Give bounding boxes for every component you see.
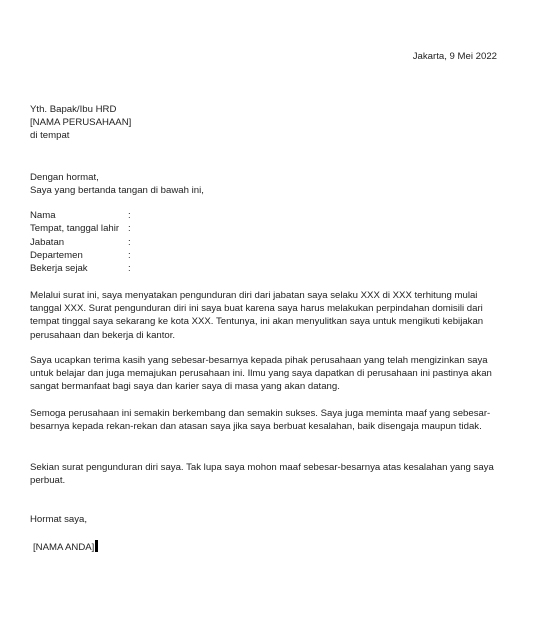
field-label: Bekerja sejak <box>30 263 88 275</box>
recipient-line-3: di tempat <box>30 130 70 142</box>
field-row-bekerja-sejak <box>30 262 505 275</box>
field-colon: : <box>128 263 131 275</box>
paragraph-text: Sekian surat pengunduran diri saya. Tak lupa saya mohon maaf sebesar-besarnya atas kesalahan yang saya perbuat. <box>30 462 494 487</box>
closing <box>30 513 505 526</box>
field-colon: : <box>128 210 131 221</box>
paragraph-1 <box>30 289 508 342</box>
signature[interactable] <box>33 540 508 554</box>
field-colon: : <box>128 249 131 261</box>
paragraph-text: Saya ucapkan terima kasih yang sebesar-besarnya kepada pihak perusahaan yang telah mengizinkan saya untuk belajar dan juga memajukan perusahaan ini. Ilmu yang saya dapatkan di perusahaan ini pastinya akan sangat bermanfaat bagi saya dan karier saya di masa yang akan datang. <box>30 355 492 393</box>
text-cursor <box>95 540 98 552</box>
intro-line: Saya yang bertanda tangan di bawah ini, <box>30 185 204 197</box>
field-label: Tempat, tanggal lahir <box>30 223 120 235</box>
paragraph-2 <box>30 354 508 394</box>
field-colon: : <box>128 223 131 235</box>
field-label: Jabatan <box>30 236 65 248</box>
recipient-line-2: [NAMA PERUSAHAAN] <box>30 117 132 129</box>
greeting: Dengan hormat, <box>30 172 99 183</box>
field-label: Nama <box>30 210 56 221</box>
field-label: Departemen <box>30 249 83 261</box>
paragraph-4 <box>30 461 508 487</box>
identity-fields <box>30 209 505 275</box>
opening-block <box>30 171 505 197</box>
field-row-tempat-tanggal-lahir <box>30 222 505 235</box>
paragraph-text: Semoga perusahaan ini semakin berkembang dan semakin sukses. Saya juga meminta maaf yang sebesar-besarnya kepada rekan-rekan dan atasan saya jika saya berbuat kesalahan, baik disengaja maupun tidak. <box>30 408 491 433</box>
recipient-block <box>30 103 505 143</box>
signature-name[interactable]: [NAMA ANDA] <box>33 542 95 553</box>
field-colon: : <box>128 236 131 248</box>
field-row-jabatan <box>30 236 505 249</box>
field-row-departemen <box>30 249 505 262</box>
recipient-line-1: Yth. Bapak/Ibu HRD <box>30 104 117 115</box>
paragraph-3 <box>30 407 508 433</box>
closing-text: Hormat saya, <box>30 514 88 525</box>
paragraph-text: Melalui surat ini, saya menyatakan pengunduran diri dari jabatan saya selaku XXX di XXX terhitung mulai tanggal XXX. Surat pengunduran diri ini saya buat karena saya harus melakukan perpindahan domisili dari tempat tinggal saya sekarang ke kota XXX. Tentunya, ini akan menyulitkan saya untuk mengikuti kebijakan perusahaan dan bekerja di kantor. <box>30 290 484 341</box>
place-date: Jakarta, 9 Mei 2022 <box>412 51 497 62</box>
field-row-nama <box>30 209 505 222</box>
